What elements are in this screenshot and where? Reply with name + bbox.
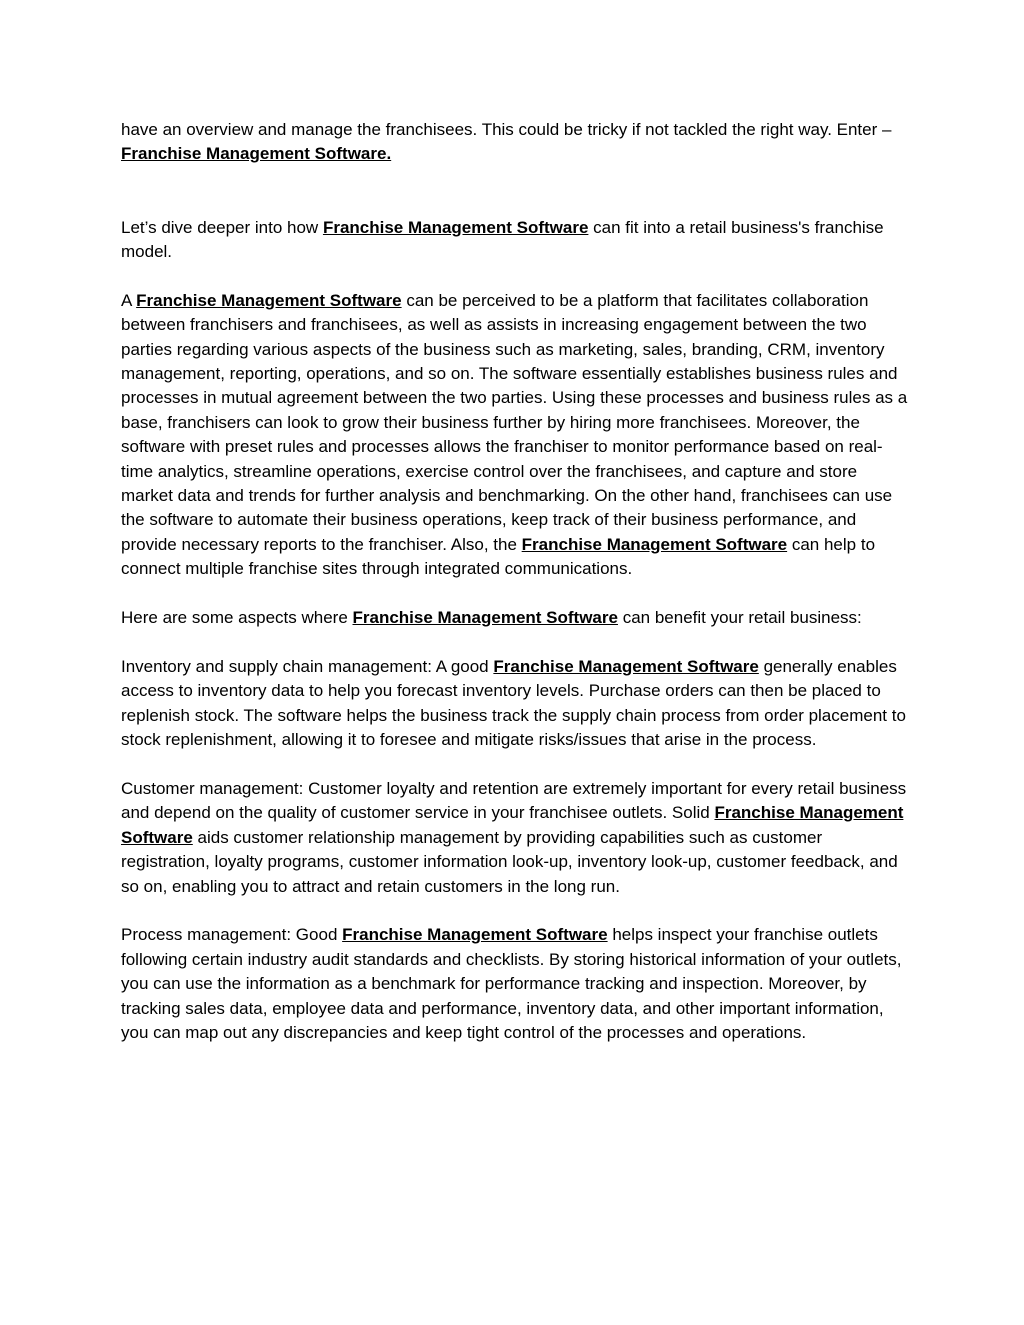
paragraph-text: have an overview and manage the franchisees. This could be tricky if not tackled the right way. Enter – [121, 120, 892, 139]
franchise-software-link[interactable]: Franchise Management Software [493, 656, 759, 676]
paragraph-definition [121, 289, 911, 582]
spacer [121, 582, 911, 606]
spacer [121, 264, 911, 288]
franchise-software-link[interactable]: Franchise Management Software [342, 925, 608, 945]
paragraph-text: Here are some aspects where [121, 608, 353, 628]
paragraph-text: Process management: Good [121, 925, 343, 945]
paragraph-text: Inventory and supply chain management: A good [121, 656, 494, 676]
paragraph-text: can fit into a retail business's franchise model. [121, 217, 884, 262]
franchise-software-link[interactable]: Franchise Management Software [322, 217, 589, 237]
paragraph-text: Let’s dive deeper into how [121, 217, 323, 237]
paragraph-text: aids customer relationship management by providing capabilities such as customer registration, loyalty programs, customer information look-up, inventory look-up, customer feedback, and so on, enabling you to attract and retain customers in the long run. [121, 827, 898, 896]
spacer [121, 167, 911, 216]
franchise-software-link[interactable]: Franchise Management Software. [121, 144, 392, 164]
paragraph-inventory [121, 655, 911, 753]
paragraph-text: generally enables access to inventory data to help you forecast inventory levels. Purchase orders can then be placed to replenish stock. The software helps the business track the supply chain process from order placement to stock replenishment, allowing it to foresee and mitigate risks/issues that arise in the process. [121, 656, 906, 750]
paragraph-aspects-intro [121, 606, 911, 630]
paragraph-dive-deeper [121, 216, 911, 265]
franchise-software-link[interactable]: Franchise Management Software [121, 803, 904, 847]
paragraph-text: can help to connect multiple franchise sites through integrated communications. [121, 534, 876, 579]
paragraph-text: A [121, 290, 137, 310]
paragraph-text: can be perceived to be a platform that facilitates collaboration between franchisers and franchisees, as well as assists in increasing engagement between the two parties regarding various aspects of the business such as marketing, sales, branding, CRM, inventory management, reporting, operations, and so on. The software essentially establishes business rules and processes in mutual agreement between the two parties. Using these processes and business rules as a base, franchisers can look to grow their business further by hiring more franchisees. Moreover, the software with preset rules and processes allows the franchiser to monitor performance based on real-time analytics, streamline operations, exercise control over the franchisees, and capture and store market data and trends for further analysis and benchmarking. On the other hand, franchisees can use the software to automate their business operations, keep track of their business performance, and provide necessary reports to the franchiser. Also, the [121, 290, 908, 554]
paragraph-text: Customer management: Customer loyalty and retention are extremely important for every retail business and depend on the quality of customer service in your franchisee outlets. Solid [121, 778, 907, 823]
paragraph-process [121, 923, 911, 1045]
paragraph-text: helps inspect your franchise outlets following certain industry audit standards and checklists. By storing historical information of your outlets, you can use the information as a benchmark for performance tracking and inspection. Moreover, by tracking sales data, employee data and performance, inventory data, and other important information, you can map out any discrepancies and keep tight control of the processes and operations. [121, 925, 902, 1042]
franchise-software-link[interactable]: Franchise Management Software [352, 608, 618, 628]
spacer [121, 630, 911, 654]
franchise-software-link[interactable]: Franchise Management Software [521, 534, 788, 554]
franchise-software-link[interactable]: Franchise Management Software [136, 290, 402, 310]
paragraph-customer [121, 777, 911, 899]
paragraph-text: can benefit your retail business: [617, 608, 862, 628]
spacer [121, 899, 911, 923]
document-page [121, 118, 911, 1045]
paragraph-intro [121, 118, 911, 167]
spacer [121, 753, 911, 777]
